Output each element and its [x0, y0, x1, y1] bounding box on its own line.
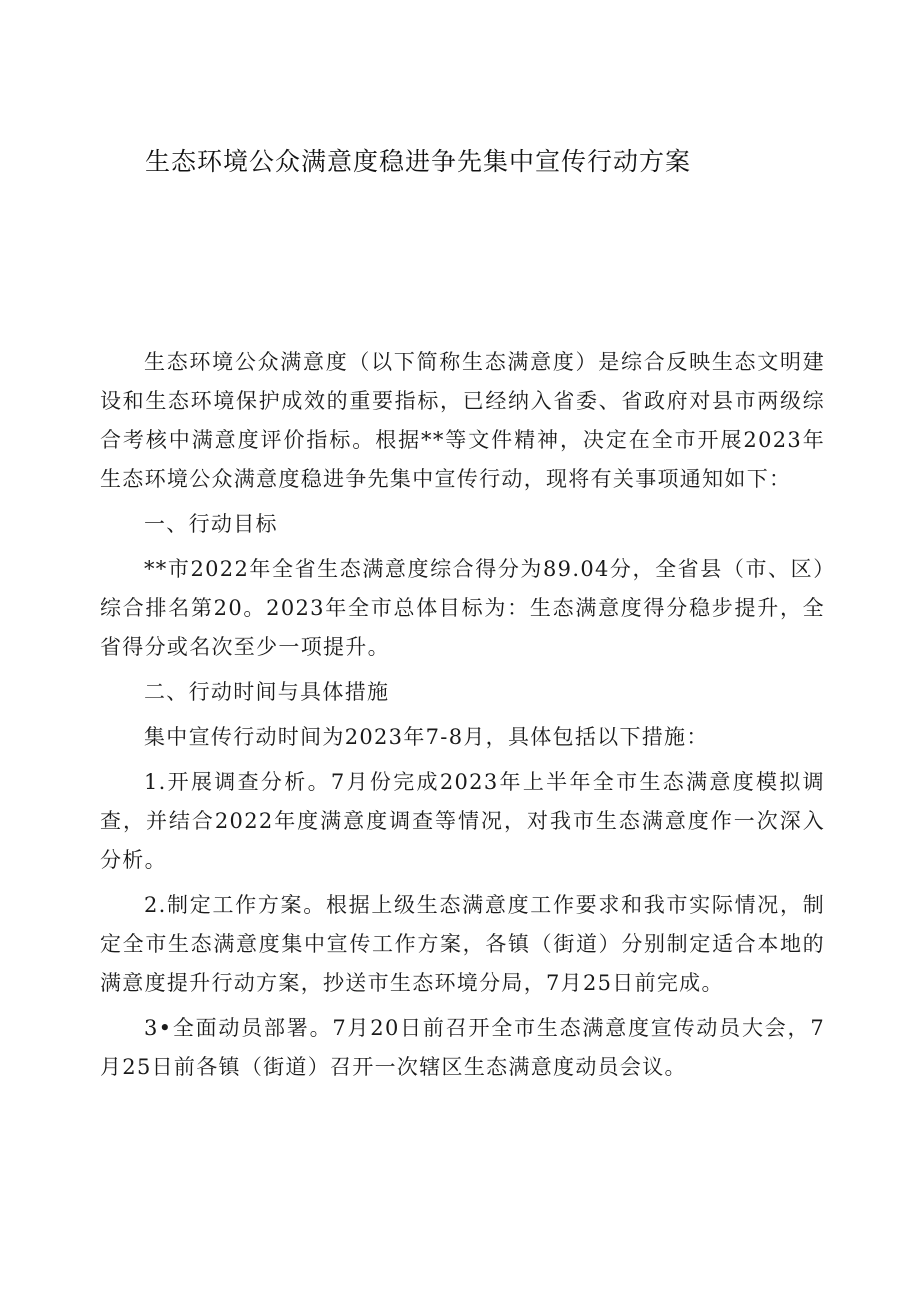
document-title: 生态环境公众满意度稳进争先集中宣传行动方案 [145, 147, 692, 176]
paragraph-measure-3: 3•全面动员部署。7月20日前召开全市生态满意度宣传动员大会，7月25日前各镇（街道）召开一次辖区生态满意度动员会议。 [100, 1016, 825, 1079]
paragraph-intro: 生态环境公众满意度（以下简称生态满意度）是综合反映生态文明建设和生态环境保护成效的重要指标，已经纳入省委、省政府对县市两级综合考核中满意度评价指标。根据**等文件精神，决定在全市开展2023年生态环境公众满意度稳进争先集中宣传行动，现将有关事项通知如下： [100, 350, 825, 491]
paragraph-measure-2: 2.制定工作方案。根据上级生态满意度工作要求和我市实际情况，制定全市生态满意度集中宣传工作方案，各镇（街道）分别制定适合本地的满意度提升行动方案，抄送市生态环境分局，7月25日前完成。 [100, 893, 825, 995]
paragraph-measure-1: 1.开展调查分析。7月份完成2023年上半年全市生态满意度模拟调查，并结合2022年度满意度调查等情况，对我市生态满意度作一次深入分析。 [100, 770, 825, 872]
heading-action-goal: 一、行动目标 [144, 512, 278, 536]
paragraph-time: 集中宣传行动时间为2023年7-8月，具体包括以下措施： [144, 725, 709, 749]
paragraph-goal: **市2022年全省生态满意度综合得分为89.04分，全省县（市、区）综合排名第20。2023年全市总体目标为：生态满意度得分稳步提升，全省得分或名次至少一项提升。 [100, 557, 825, 659]
document-body [100, 343, 825, 1093]
heading-time-measures: 二、行动时间与具体措施 [144, 680, 390, 704]
